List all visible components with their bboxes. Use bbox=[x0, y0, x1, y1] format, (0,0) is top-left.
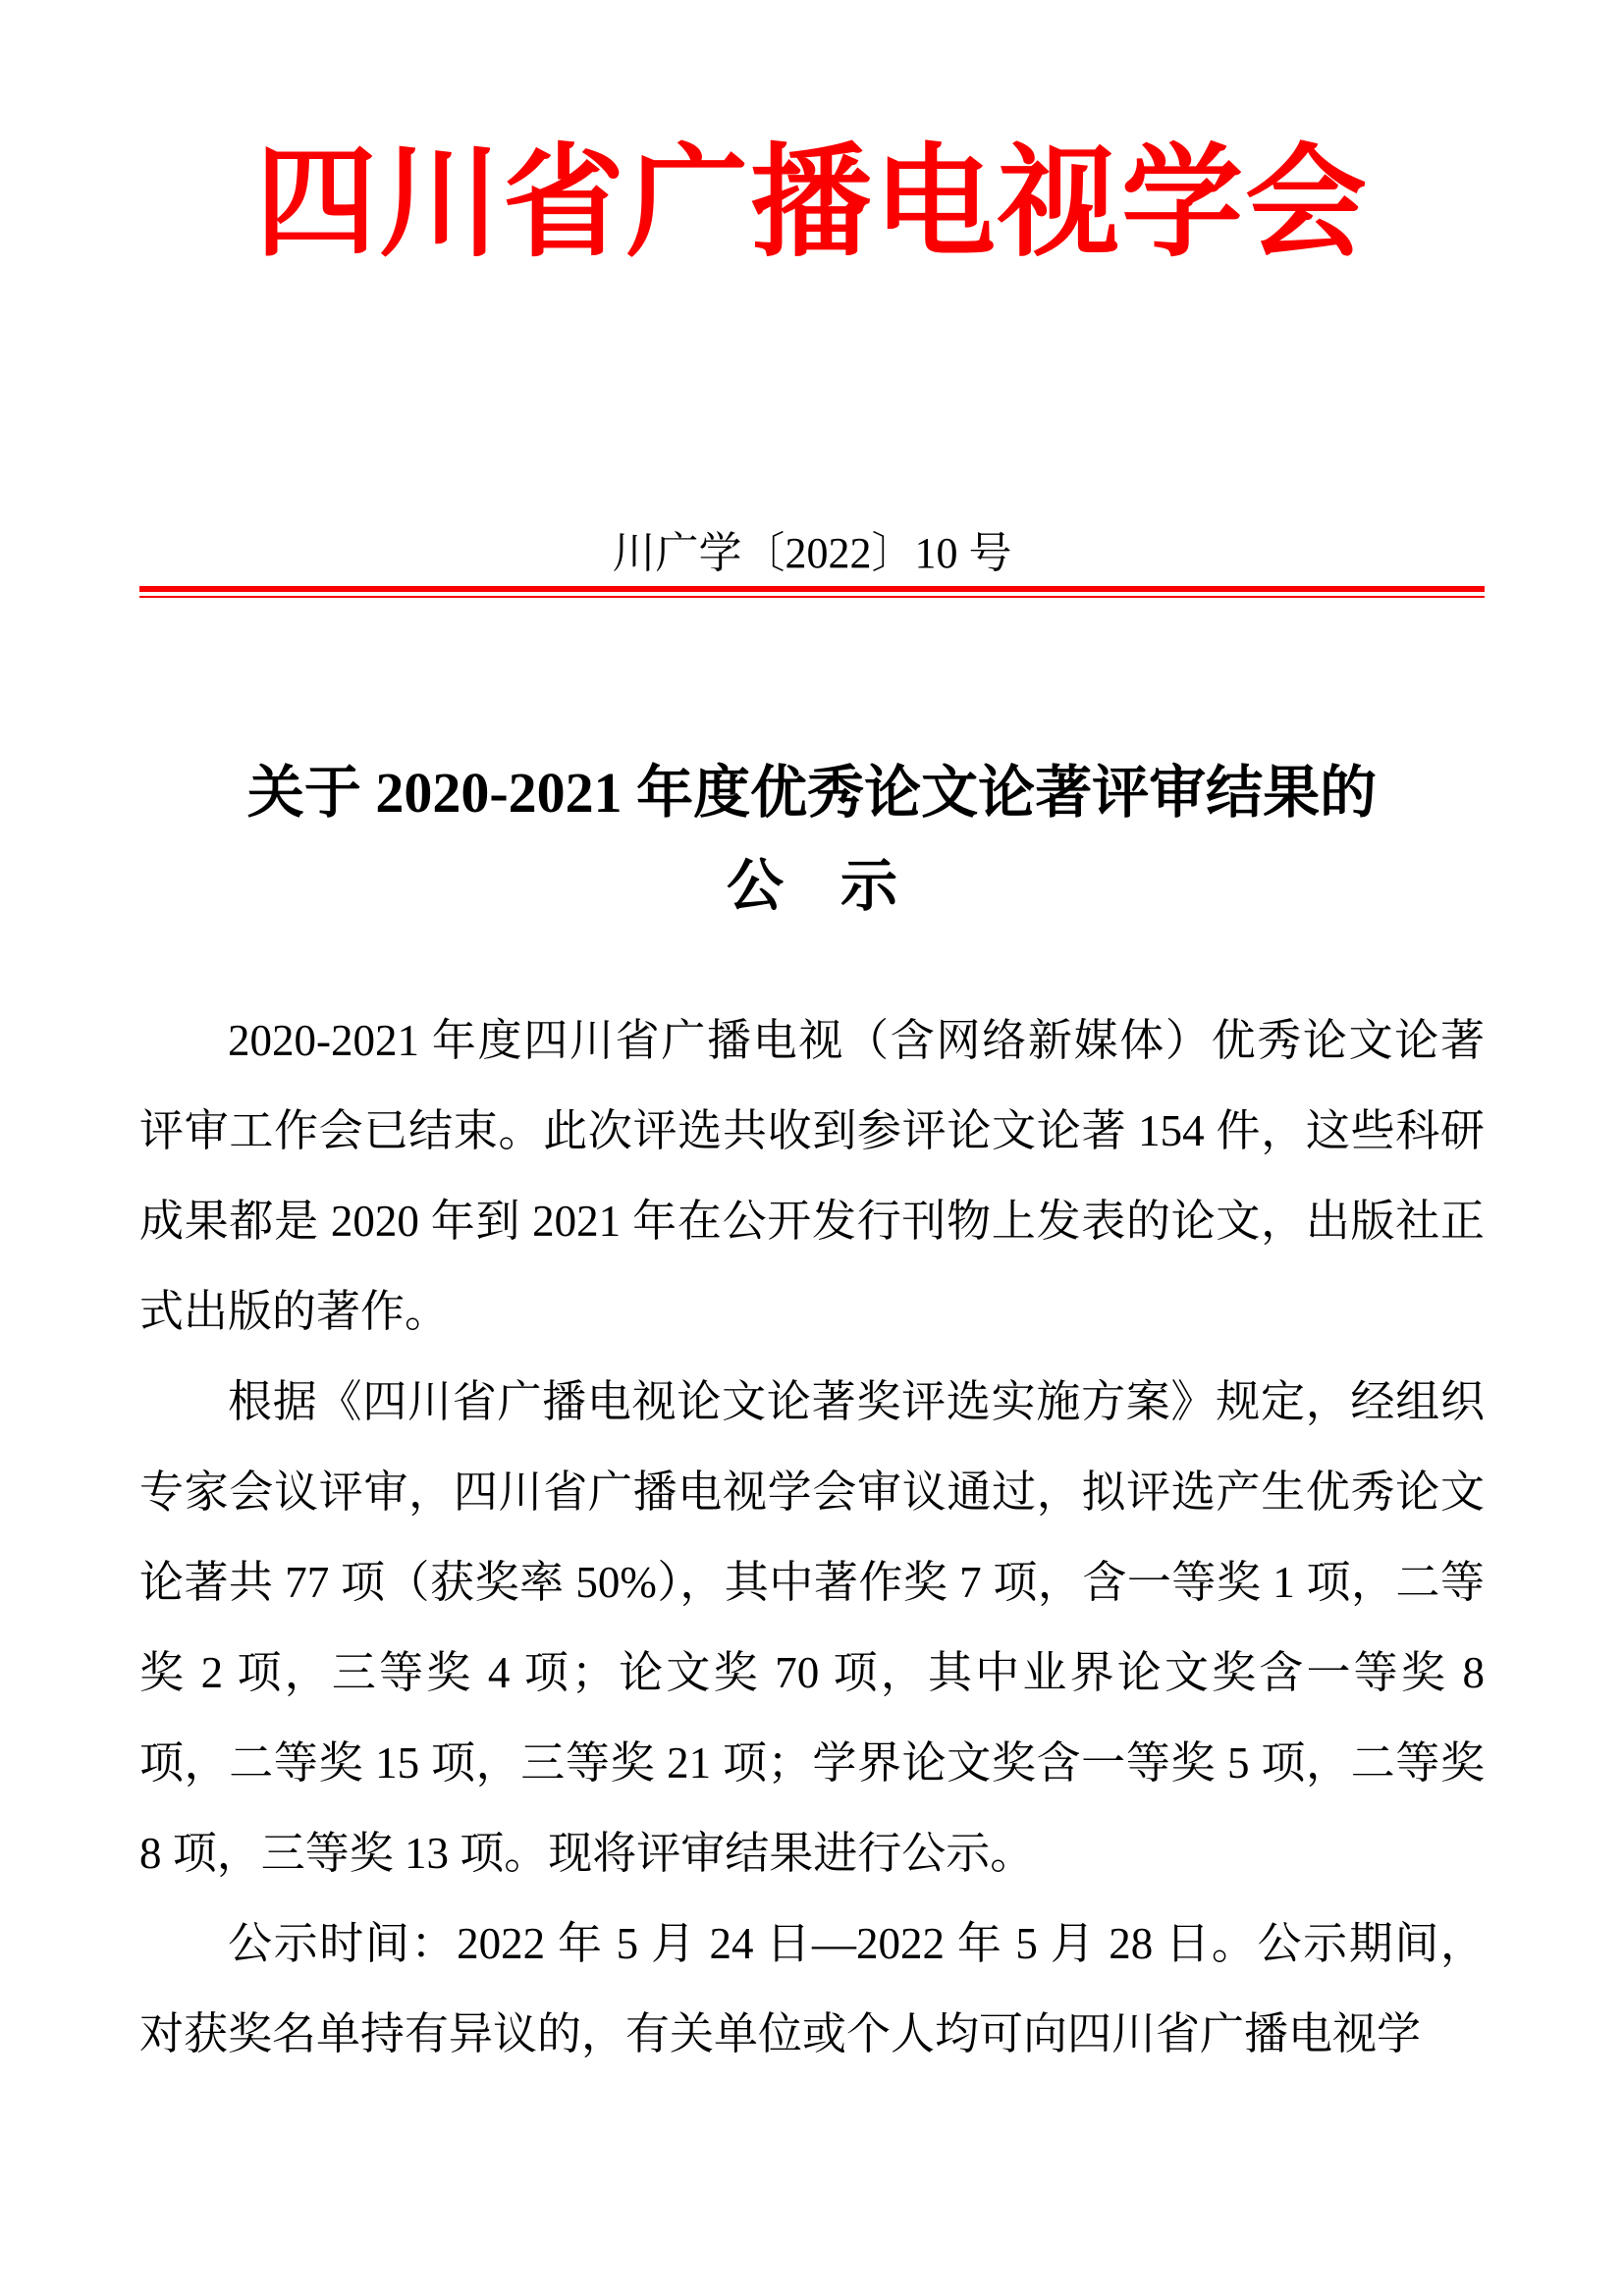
document-reference-number: 川广学〔2022〕10 号 bbox=[612, 529, 1012, 577]
body-paragraph-3: 公示时间：2022 年 5 月 24 日—2022 年 5 月 28 日。公示期间，对获奖名单持有异议的，有关单位或个人均可向四川省广播电视学 bbox=[139, 1919, 1485, 2058]
document-title bbox=[139, 746, 1485, 933]
body-paragraph-2: 根据《四川省广播电视论文论著奖评选实施方案》规定，经组织专家会议评审，四川省广播电视学会审议通过，拟评选产生优秀论文论著共 77 项（获奖率 50%），其中著作奖 7 项，含一等奖 1 项，二等奖 2 项，三等奖 4 项；论文奖 70 项，其中业界论文奖含一等奖 8 项，二等奖 15 项，三等奖 21 项；学界论文奖含一等奖 5 项，二等奖 8 项，三等奖 13 项。现将评审结果进行公示。 bbox=[139, 1377, 1485, 1878]
document-body bbox=[139, 995, 1485, 2079]
document-title-line2: 公 示 bbox=[726, 854, 897, 918]
red-divider-rule bbox=[139, 586, 1485, 598]
red-divider-rule-thin bbox=[139, 596, 1485, 598]
organization-masthead: 四川省广播电视学会 bbox=[254, 136, 1369, 271]
body-paragraph-1: 2020-2021 年度四川省广播电视（含网络新媒体）优秀论文论著评审工作会已结束。此次评选共收到参评论文论著 154 件，这些科研成果都是 2020 年到 2021 年在公开发行刊物上发表的论文，出版社正式出版的著作。 bbox=[139, 1016, 1485, 1336]
document-title-line1: 关于 2020-2021 年度优秀论文论著评审结果的 bbox=[246, 761, 1378, 825]
